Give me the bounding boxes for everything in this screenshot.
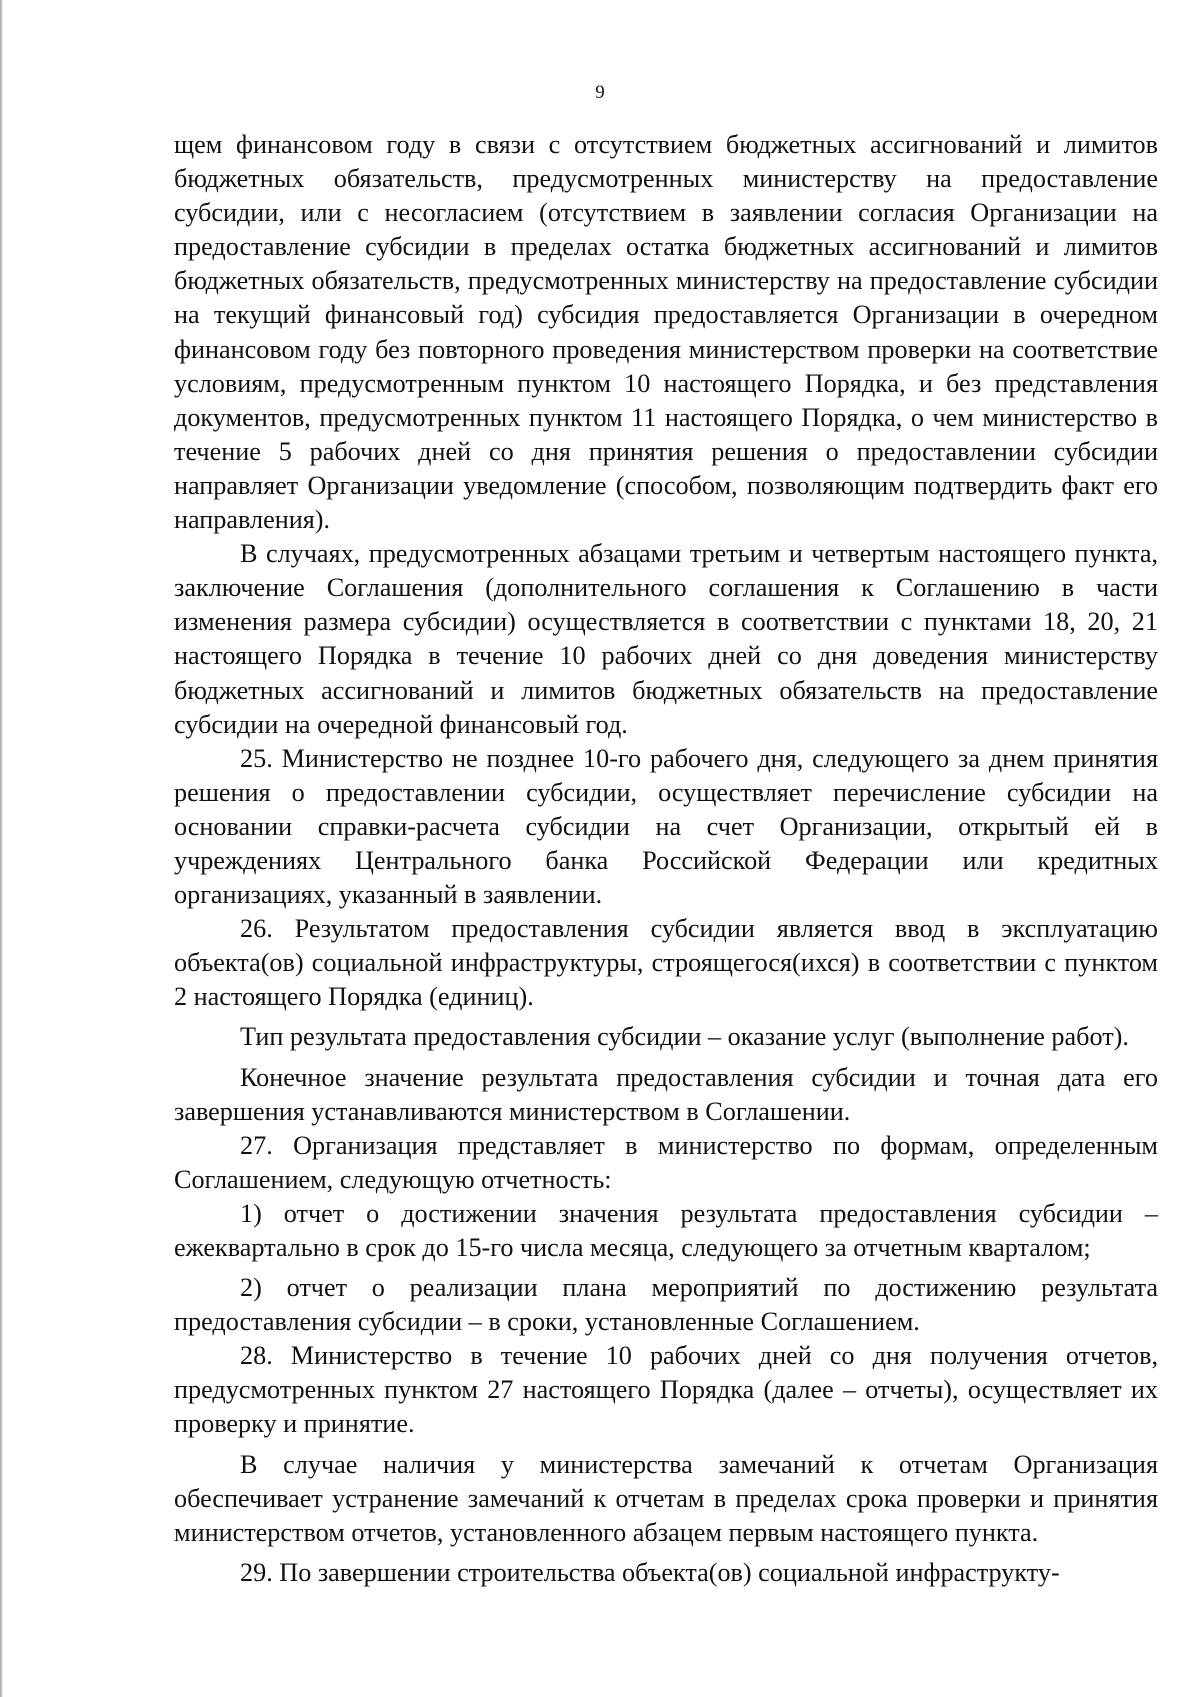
scan-edge-shadow — [0, 0, 3, 1697]
page-number: 9 — [595, 82, 605, 103]
paragraph-cases: В случаях, предусмотренных абзацами третьим и четвертым настоящего пункта, заключение Соглашения (дополнительного соглашения к Соглашению в части изменения размера субсидии) осуществляется в соответствии с пунктами 18, 20, 21 настоящего Порядка в течение 10 рабочих дней со дня доведения министерству бюджетных ассигнований и лимитов бюджетных обязательств на предоставление субсидии на очередной финансовый год. — [174, 539, 1158, 739]
paragraph-item-29: 29. По завершении строительства объекта(ов) социальной инфраструкту- — [240, 1557, 1060, 1587]
paragraph-continuation: щем финансовом году в связи с отсутствием бюджетных ассигнований и лимитов бюджетных обязательств, предусмотренных министерству на предоставление субсидии, или с несогласием (отсутствием в заявлении согласия Организации на предоставление субсидии в пределах остатка бюджетных ассигнований и лимитов бюджетных обязательств, предусмотренных министерству на предоставление субсидии на текущий финансовый год) субсидия предоставляется Организации в очередном финансовом году без повторного проведения министерством проверки на соответствие условиям, предусмотренным пунктом 10 настоящего Порядка, и без представления документов, предусмотренных пунктом 11 настоящего Порядка, о чем министерство в течение 5 рабочих дней со дня принятия решения о предоставлении субсидии направляет Организации уведомление (способом, позволяющим подтвердить факт его направления). — [174, 130, 1158, 535]
paragraph-item-26: 26. Результатом предоставления субсидии является ввод в эксплуатацию объекта(ов) социальной инфраструктуры, строящегося(ихся) в соответствии с пунктом 2 настоящего Порядка (единиц). — [174, 914, 1158, 1012]
paragraph-item-27: 27. Организация представляет в министерство по формам, определенным Соглашением, следующую отчетность: — [174, 1130, 1158, 1194]
document-body — [174, 128, 1158, 1590]
paragraph-subitem-2: 2) отчет о реализации плана мероприятий по достижению результата предоставления субсидии – в сроки, установленные Соглашением. — [174, 1273, 1158, 1337]
paragraph-item-25: 25. Министерство не позднее 10-го рабочего дня, следующего за днем принятия решения о предоставлении субсидии, осуществляет перечисление субсидии на основании справки-расчета субсидии на счет Организации, открытый ей в учреждениях Центрального банка Российской Федерации или кредитных организациях, указанный в заявлении. — [174, 743, 1158, 910]
paragraph-subitem-1: 1) отчет о достижении значения результата предоставления субсидии – ежеквартально в срок до 15-го числа месяца, следующего за отчетным кварталом; — [174, 1198, 1158, 1262]
paragraph-result-type: Тип результата предоставления субсидии – оказание услуг (выполнение работ). — [240, 1022, 1129, 1052]
paragraph-item-28: 28. Министерство в течение 10 рабочих дней со дня получения отчетов, предусмотренных пунктом 27 настоящего Порядка (далее – отчеты), осуществляет их проверку и принятие. — [174, 1341, 1158, 1439]
paragraph-remarks: В случае наличия у министерства замечаний к отчетам Организация обеспечивает устранение замечаний к отчетам в пределах срока проверки и принятия министерством отчетов, установленного абзацем первым настоящего пункта. — [174, 1449, 1158, 1547]
paragraph-final-value: Конечное значение результата предоставления субсидии и точная дата его завершения устанавливаются министерством в Соглашении. — [174, 1062, 1158, 1126]
